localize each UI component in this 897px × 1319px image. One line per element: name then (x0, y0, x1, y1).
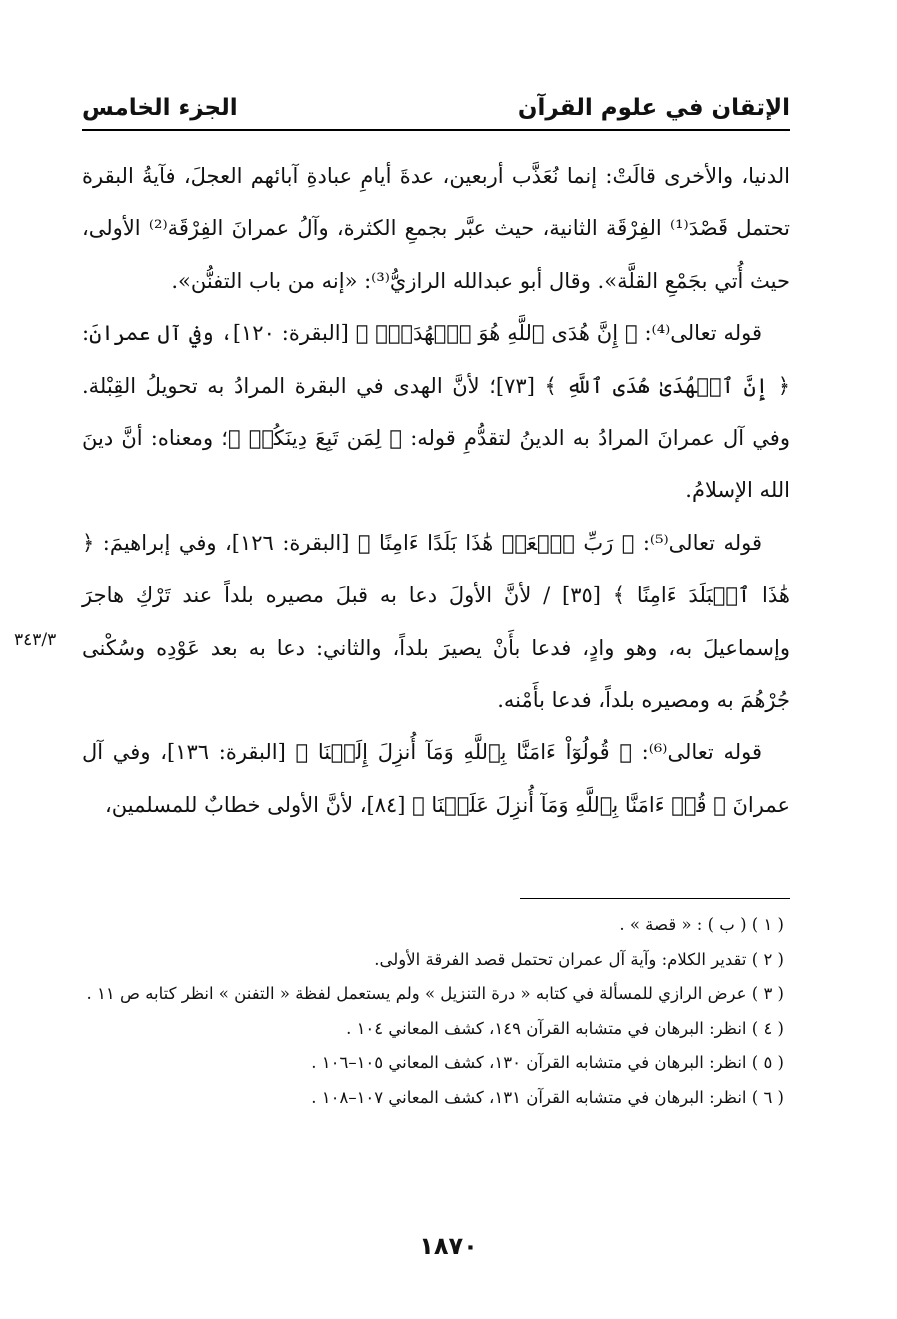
paragraph: قوله تعالى⁽⁵⁾: ﴿ رَبِّ ٱجۡعَلۡ هَٰذَا بَلَدًا ءَامِنًا ﴾ [البقرة: ١٢٦]، وفي إبراهيمَ: ﴿ هَٰذَا ٱلۡبَلَدَ ءَامِنًا ﴾ [٣٥] / لأنَّ الأولَ دعا به قبلَ مصيره بلداً عند تَرْكِ هاجرَ وإسماعيلَ به، وهو وادٍ، فدعا بأَنْ يصيرَ بلداً، والثاني: دعا به بعد عَوْدِه وسُكْنى جُرْهُمَ به ومصيره بلداً، فدعا بأَمْنه. (82, 530, 790, 713)
paragraph: قوله تعالى⁽⁶⁾: ﴿ قُولُوٓاْ ءَامَنَّا بِٱللَّهِ وَمَآ أُنزِلَ إِلَيۡنَا ﴾ [البقرة: ١٣٦]، وفي آل عمرانَ ﴿ قُلۡ ءَامَنَّا بِٱللَّهِ وَمَآ أُنزِلَ عَلَيۡنَا ﴾ [٨٤]، لأنَّ الأولى خطابٌ للمسلمين، (82, 740, 790, 817)
footnote-divider (520, 898, 790, 899)
footnote: ( ٣ ) عرض الرازي للمسألة في كتابه « درة التنزيل » ولم يستعمل لفظة « التفنن » انظر كتابه ص ١١ . (86, 984, 784, 1003)
page-number: ١٨٧٠ (419, 1232, 478, 1260)
footnote: ( ٤ ) انظر: البرهان في متشابه القرآن ١٤٩، كشف المعاني ١٠٤ . (346, 1018, 784, 1038)
footnote: ( ٦ ) انظر: البرهان في متشابه القرآن ١٣١، كشف المعاني ١٠٧–١٠٨ . (311, 1087, 784, 1107)
footnote: ( ١ ) ( ب ) : « قصة » . (619, 915, 784, 934)
running-header (82, 84, 790, 124)
header-divider (82, 129, 790, 131)
main-text (82, 150, 790, 831)
margin-reference: ٣٤٣/٣ (14, 630, 57, 650)
footnotes (82, 908, 790, 1115)
footnote: ( ٢ ) تقدير الكلام: وآية آل عمران تحتمل قصد الفرقة الأولى. (374, 949, 784, 969)
footnote: ( ٥ ) انظر: البرهان في متشابه القرآن ١٣٠، كشف المعاني ١٠٥–١٠٦ . (311, 1053, 784, 1072)
book-title: الإتقان في علوم القرآن (517, 95, 790, 121)
paragraph: قوله تعالى⁽⁴⁾: ﴿ إِنَّ هُدَى ٱللَّهِ هُوَ ٱلۡهُدَىٰۗ ﴾ [البقرة: ١٢٠]، وفي آل عمرانَ: ﴿ إِنَّ ٱلۡهُدَىٰ هُدَى ٱللَّهِ ﴾ [٧٣]؛ لأنَّ الهدى في البقرة المرادُ به تحويلُ القِبْلة. وفي آل عمرانَ المرادُ به الدينُ لتقدُّمِ قوله: ﴿ لِمَن تَبِعَ دِينَكُمۡ ﴾؛ ومعناه: أنَّ دينَ الله الإسلامُ. (82, 321, 790, 503)
part-label: الجزء الخامس (82, 95, 238, 121)
paragraph: الدنيا، والأخرى قالَتْ: إنما نُعَذَّب أربعين، عدةَ أيامِ عبادةِ آبائهم العجلَ، فآيةُ البقرة تحتمل قَصْدَ⁽¹⁾ الفِرْقَة الثانية، حيث عبَّر بجمعِ الكثرة، وآلُ عمرانَ الفِرْقَة⁽²⁾ الأولى، حيث أُتي بجَمْعِ القلَّة». وقال أبو عبدالله الرازيُّ⁽³⁾: «إنه من باب التفنُّن». (82, 164, 791, 293)
